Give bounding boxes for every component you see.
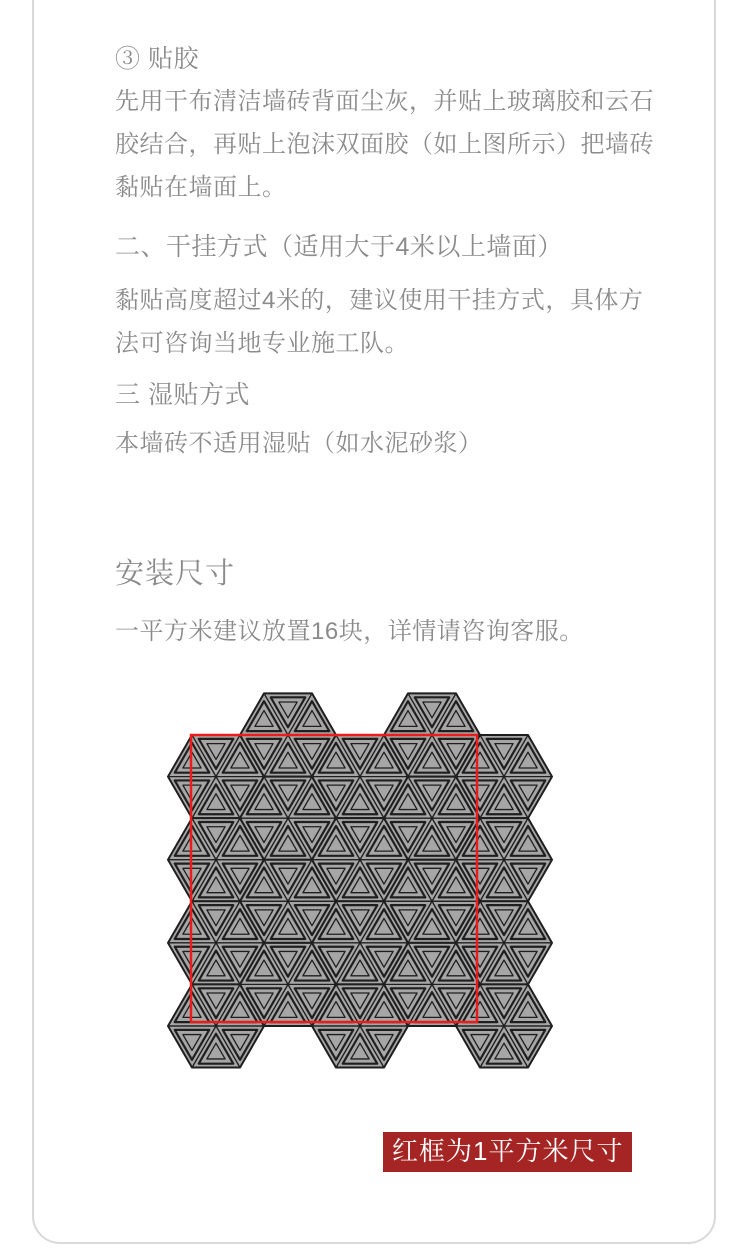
paragraph-line: 胶结合，再贴上泡沫双面胶（如上图所示）把墙砖 (115, 131, 654, 158)
paragraph-line: 法可咨询当地专业施工队。 (115, 330, 409, 357)
tile-mosaic-svg (150, 680, 560, 1080)
install-size-heading: 安装尺寸 (115, 558, 236, 590)
paragraph-line: 黏贴在墙面上。 (115, 174, 287, 201)
paragraph-line: 本墙砖不适用湿贴（如水泥砂浆） (115, 430, 483, 457)
paragraph-line: 黏贴高度超过4米的，建议使用干挂方式，具体方 (115, 287, 644, 314)
paragraph-line: 先用干布清洁墙砖背面尘灰，并贴上玻璃胶和云石 (115, 88, 654, 115)
one-sqm-caption: 红框为1平方米尺寸 (383, 1132, 632, 1172)
install-size-note: 一平方米建议放置16块，详情请咨询客服。 (115, 618, 584, 645)
section-title-dry-hang: 二、干挂方式（适用大于4米以上墙面） (115, 233, 563, 261)
section-title-glue: ③ 贴胶 (115, 45, 199, 73)
section-title-wet-paste: 三 湿贴方式 (115, 381, 250, 409)
